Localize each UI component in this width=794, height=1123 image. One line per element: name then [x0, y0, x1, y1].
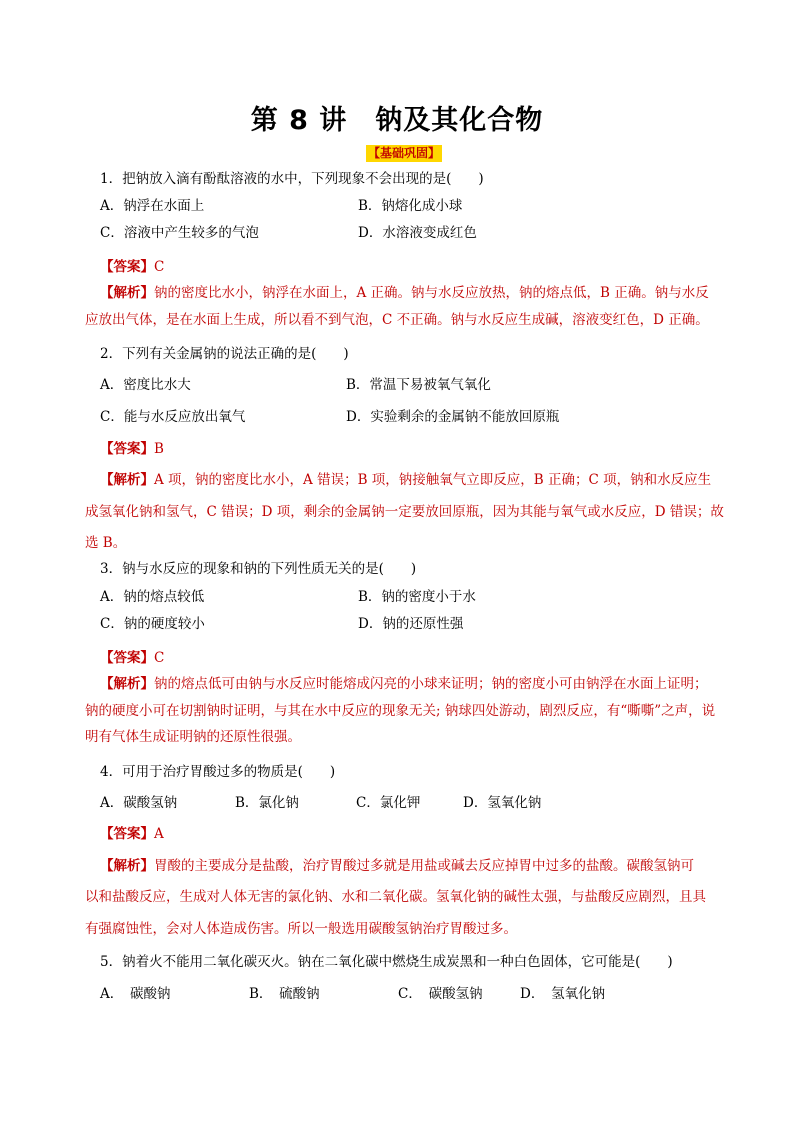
- question-2-stem: 2．下列有关金属钠的说法正确的是( ): [100, 346, 349, 362]
- q2-answer: 【答案】B: [100, 441, 164, 457]
- q2-option-d: D．实验剩余的金属钠不能放回原瓶: [346, 409, 560, 425]
- page-title: 第 8 讲 钠及其化合物: [250, 105, 544, 136]
- question-1-stem: 1．把钠放入滴有酚酞溶液的水中，下列现象不会出现的是( ): [100, 171, 484, 187]
- q3-analysis-line-1: 【解析】钠的熔点低可由钠与水反应时能熔成闪亮的小球来证明；钠的密度小可由钠浮在水面上证明；: [100, 676, 708, 692]
- section-badge: 【基础巩固】: [368, 146, 441, 160]
- q4-answer: 【答案】A: [100, 826, 164, 842]
- question-4-stem: 4．可用于治疗胃酸过多的物质是( ): [100, 764, 336, 780]
- q1-analysis-line-1: 【解析】钠的密度比水小，钠浮在水面上，A 正确。钠与水反应放热，钠的熔点低，B 正确。钠与水反: [100, 285, 709, 301]
- question-3-stem: 3．钠与水反应的现象和钠的下列性质无关的是( ): [100, 561, 417, 577]
- q5-option-a: A． 碳酸钠: [100, 986, 171, 1002]
- q3-analysis-line-3: 明有气体生成证明钠的还原性很强。: [85, 729, 301, 745]
- q1-option-a: A．钠浮在水面上: [100, 198, 205, 214]
- q3-option-a: A．钠的熔点较低: [100, 589, 205, 605]
- q2-option-a: A．密度比水大: [100, 377, 191, 393]
- q4-option-a: A．碳酸氢钠: [100, 795, 178, 811]
- q5-option-d: D． 氢氧化钠: [520, 986, 606, 1002]
- q2-analysis-line-1: 【解析】A 项，钠的密度比水小，A 错误；B 项，钠接触氧气立即反应，B 正确；C 项，钠和水反应生: [100, 472, 712, 488]
- q3-analysis-line-2: 钠的硬度小可在切割钠时证明，与其在水中反应的现象无关; 钠球四处游动，剧烈反应，有“嘶嘶”之声，说: [85, 703, 716, 719]
- q3-option-d: D．钠的还原性强: [358, 616, 464, 632]
- q3-option-b: B．钠的密度小于水: [358, 589, 476, 605]
- q3-option-c: C．钠的硬度较小: [100, 616, 205, 632]
- q1-option-c: C．溶液中产生较多的气泡: [100, 225, 259, 241]
- q2-option-b: B．常温下易被氧气氧化: [346, 377, 491, 393]
- q4-analysis-line-1: 【解析】胃酸的主要成分是盐酸，治疗胃酸过多就是用盐或碱去反应掉胃中过多的盐酸。碳酸氢钠可: [100, 858, 694, 874]
- q3-answer: 【答案】C: [100, 650, 165, 666]
- q1-answer: 【答案】C: [100, 259, 165, 275]
- q4-option-b: B．氯化钠: [235, 795, 299, 811]
- q2-analysis-line-2: 成氢氧化钠和氢气，C 错误；D 项，剩余的金属钠一定要放回原瓶，因为其能与氧气或水反应，D 错误；故: [85, 504, 724, 520]
- q5-option-c: C． 碳酸氢钠: [398, 986, 483, 1002]
- q1-option-d: D．水溶液变成红色: [358, 225, 477, 241]
- q1-option-b: B．钠熔化成小球: [358, 198, 463, 214]
- q4-option-d: D．氢氧化钠: [463, 795, 542, 811]
- q4-analysis-line-3: 有强腐蚀性，会对人体造成伤害。所以一般选用碳酸氢钠治疗胃酸过多。: [85, 921, 517, 937]
- q2-analysis-line-3: 选 B。: [85, 535, 127, 551]
- q4-option-c: C．氯化钾: [356, 795, 421, 811]
- q2-option-c: C．能与水反应放出氧气: [100, 409, 246, 425]
- q5-option-b: B． 硫酸钠: [249, 986, 320, 1002]
- q1-analysis-line-2: 应放出气体，是在水面上生成，所以看不到气泡，C 不正确。钠与水反应生成碱，溶液变红色，D 正确。: [85, 312, 709, 328]
- q4-analysis-line-2: 以和盐酸反应，生成对人体无害的氯化钠、水和二氧化碳。氢氧化钠的碱性太强，与盐酸反应剧烈，且具: [85, 889, 706, 905]
- question-5-stem: 5．钠着火不能用二氧化碳灭火。钠在二氧化碳中燃烧生成炭黑和一种白色固体，它可能是( ): [100, 954, 673, 970]
